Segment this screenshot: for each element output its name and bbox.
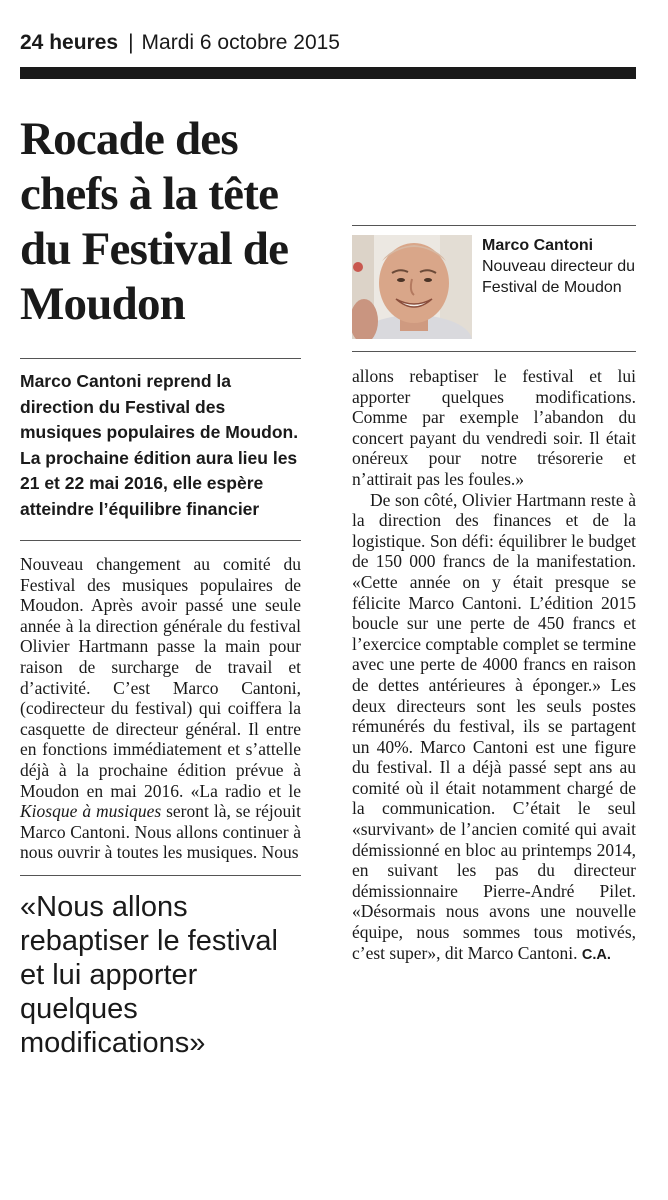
pull-quote: «Nous allons rebaptiser le festival et lui apporter quelques modifications» [20, 890, 278, 1059]
masthead-separator: | [128, 31, 134, 54]
portrait-block [352, 235, 636, 339]
body-text-segment: Nouveau changement au comité du Festival des musiques populaires de Moudon. Après avoir passé une seule année à la direction générale du festival Olivier Hartmann passe la main pour raison de surcharge de travail et d’activité. C’est Marco Cantoni, (codirecteur du festival) qui coiffera la casquette de directeur général. Il entre en fonctions immédiatement et s’attelle déjà à la prochaine édition prévue à Moudon en mai 2016. «La radio et le [20, 554, 301, 801]
right-column [352, 225, 636, 965]
show-title: Kiosque à musiques [20, 801, 162, 822]
masthead [20, 30, 340, 56]
photo-divider [352, 225, 636, 226]
body-text-segment: seront là, se réjouit Marco Cantoni. Nous allons continuer à nous ouvrir à toutes les musiques. Nous [20, 801, 301, 863]
body-paragraph [352, 490, 636, 966]
left-column [20, 112, 301, 1060]
masthead-bar [20, 67, 636, 79]
photo-caption-text: Nouveau directeur du Festival de Moudon [482, 258, 635, 296]
body-text-segment: De son côté, Olivier Hartmann reste à la direction des finances et de la logistique. Son défi: équilibrer le budget de 150 000 francs de la manifestation. «Cette année on y était presque se félicite Marco Cantoni. L’édition 2015 boucle sur une perte de 450 francs et l’exercice comptable complet se termine avec une perte de 4000 francs en raison de dettes antérieures à éponger.» Les deux directeurs sont les seuls postes rémunérés du festival, ils se partagent un 40%. Marco Cantoni est une figure du festival. Il a déjà passé sept ans au comité où il était notamment chargé de la communication. C’était le seul «survivant» de l’ancien comité qui avait démissionné en bloc au printemps 2014, en suivant les pas du directeur démissionnaire Pierre-André Pilet. «Désormais nous avons une nouvelle équipe, nous sommes tous motivés, c’est super», dit Marco Cantoni. [352, 489, 636, 963]
body-paragraph: allons rebaptiser le festival et lui apporter quelques modifications. Comme par exemple l’abandon du concert payant du vendredi soir. Il était onéreux pour notre trésorerie et n’attirait pas les foules.» [352, 366, 636, 489]
lead-divider [20, 540, 301, 541]
photo-caption-name: Marco Cantoni [482, 237, 594, 254]
portrait-photo [352, 235, 472, 339]
body-divider [352, 351, 636, 352]
masthead-date: Mardi 6 octobre 2015 [141, 31, 340, 54]
article-body-left [20, 554, 301, 863]
quote-divider [20, 875, 301, 876]
body-paragraph [20, 554, 301, 863]
author-initials: C.A. [581, 946, 611, 963]
article-body-right [352, 366, 636, 965]
portrait-illustration [352, 235, 472, 339]
headline-divider [20, 358, 301, 359]
masthead-brand: 24 heures [20, 31, 119, 54]
article-headline: Rocade des chefs à la tête du Festival de Moudon [20, 113, 289, 330]
photo-caption [482, 235, 636, 339]
article-lead: Marco Cantoni reprend la direction du Festival des musiques populaires de Moudon. La prochaine édition aura lieu les 21 et 22 mai 2016, elle espère atteindre l’équilibre financier [20, 371, 299, 519]
